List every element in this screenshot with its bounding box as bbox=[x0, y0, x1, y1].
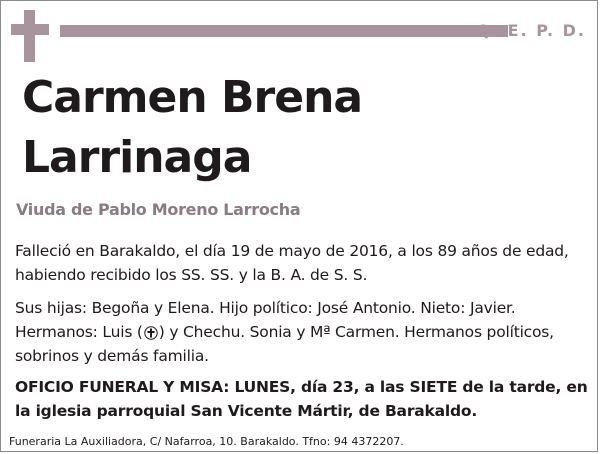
funeral-home-footer: Funeraria La Auxiliadora, C/ Nafarroa, 10. Barakaldo. Tfno: 94 4372207. bbox=[9, 435, 404, 448]
deceased-name-line2: Larrinaga bbox=[22, 132, 252, 183]
family-text-part1: Sus hijas: Begoña y Elena. Hijo político: José Antonio. Nieto: Javier. Hermanos: Luis ( bbox=[15, 299, 516, 341]
widow-subtitle: Viuda de Pablo Moreno Larrocha bbox=[16, 200, 301, 219]
small-cross-icon bbox=[144, 326, 158, 340]
deceased-name bbox=[22, 68, 362, 188]
qepd-label: Q. E. P. D. bbox=[476, 21, 586, 40]
funeral-service-paragraph: OFICIO FUNERAL Y MISA: LUNES, día 23, a las SIETE de la tarde, en la iglesia parroquial San Vicente Mártir, de Barakaldo. bbox=[15, 378, 588, 420]
death-announcement-paragraph: Falleció en Barakaldo, el día 19 de mayo de 2016, a los 89 años de edad, habiendo recibido los SS. SS. y la B. A. de S. S. bbox=[15, 242, 569, 284]
cross-icon bbox=[11, 10, 49, 62]
family-paragraph bbox=[15, 296, 595, 368]
deceased-name-line1: Carmen Brena bbox=[22, 72, 363, 123]
header-divider-bar bbox=[60, 25, 508, 37]
family-text-part2: ) y Chechu. Sonia y Mª Carmen. Hermanos políticos, sobrinos y demás familia. bbox=[15, 323, 554, 365]
